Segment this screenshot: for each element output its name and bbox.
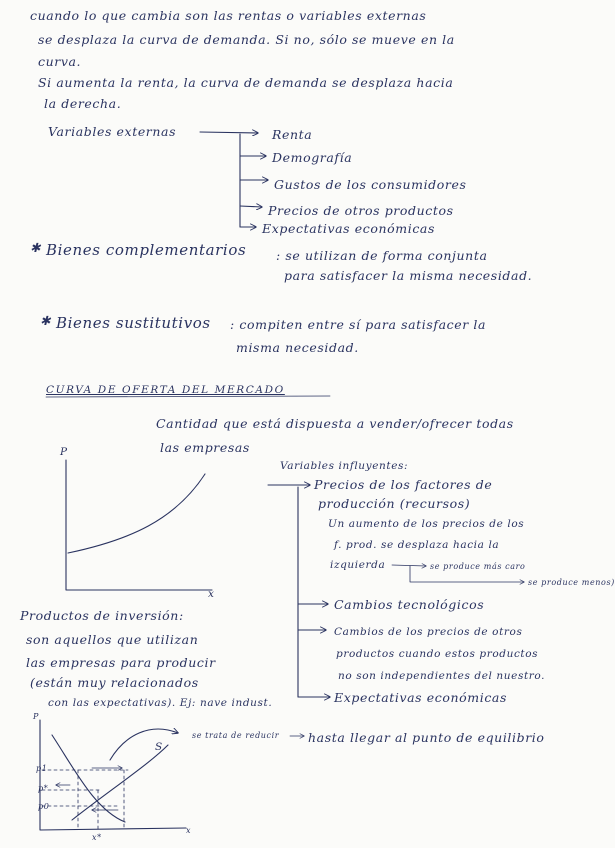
para1-line2: se desplaza la curva de demanda. Si no, sólo se mueve en la <box>38 32 455 47</box>
oferta-def-line2: las empresas <box>160 440 250 455</box>
sustitutivos-term: Bienes sustitutivos <box>56 314 211 332</box>
oferta-heading-underline <box>46 396 330 397</box>
graph2-y-label: P <box>33 712 39 721</box>
graph2-p1-label: p1 <box>36 764 48 773</box>
equilibrium-graph <box>40 720 304 830</box>
graph1-y-label: P <box>60 446 68 458</box>
complementarios-line2: para satisfacer la misma necesidad. <box>284 268 533 283</box>
precios-factores-line2: producción (recursos) <box>318 496 471 511</box>
influyentes-tree <box>268 485 524 697</box>
izquierda-label: izquierda <box>330 559 386 571</box>
sustitutivos-star: ✱ <box>40 313 52 328</box>
graph2-note-big: hasta llegar al punto de equilibrio <box>308 730 545 745</box>
graph2-pstar-label: p* <box>38 784 49 793</box>
cambios-precios-line3: no son independientes del nuestro. <box>338 670 546 682</box>
graph1-x-label: x <box>208 588 215 600</box>
cambios-precios-line2: productos cuando estos productos <box>336 648 539 660</box>
aumento-line1: Un aumento de los precios de los <box>328 518 525 530</box>
graph2-x-label: x <box>186 826 192 835</box>
complementarios-term: Bienes complementarios <box>46 241 247 259</box>
inversion-line4: con las expectativas). Ej: nave indust. <box>48 697 273 709</box>
para2-line2: la derecha. <box>44 96 122 111</box>
graph2-s-label: S <box>155 741 163 753</box>
para1-line3: curva. <box>38 54 82 69</box>
produce-menos: se produce menos) <box>528 578 615 587</box>
external-vars-label: Variables externas <box>48 124 177 139</box>
cambios-tec: Cambios tecnológicos <box>334 597 485 612</box>
external-var-demografia: Demografía <box>272 150 353 165</box>
external-var-expectativas: Expectativas económicas <box>262 221 435 236</box>
para1-line1: cuando lo que cambia son las rentas o variables externas <box>30 8 427 23</box>
precios-factores-line1: Precios de los factores de <box>314 477 493 492</box>
graph2-p0-label: p0 <box>38 802 50 811</box>
oferta-heading: CURVA DE OFERTA DEL MERCADO <box>46 384 285 396</box>
graph2-xstar-label: x* <box>92 833 102 842</box>
complementarios-star: ✱ <box>30 240 42 255</box>
oferta-def-line1: Cantidad que está dispuesta a vender/ofrecer todas <box>156 416 514 431</box>
external-vars-bracket <box>200 132 268 227</box>
external-var-gustos: Gustos de los consumidores <box>274 177 467 192</box>
cambios-precios-line1: Cambios de los precios de otros <box>334 626 523 638</box>
sustitutivos-line1: : compiten entre sí para satisfacer la <box>230 317 487 332</box>
supply-graph-1 <box>66 460 212 590</box>
inversion-line2: las empresas para producir <box>26 655 216 670</box>
external-var-precios: Precios de otros productos <box>268 203 454 218</box>
influyentes-heading: Variables influyentes: <box>280 460 409 472</box>
produce-mas-caro: se produce más caro <box>430 562 526 571</box>
para2-line1: Si aumenta la renta, la curva de demanda se desplaza hacia <box>38 75 454 90</box>
complementarios-line1: : se utilizan de forma conjunta <box>276 248 488 263</box>
aumento-line2: f. prod. se desplaza hacia la <box>334 539 500 551</box>
external-var-renta: Renta <box>272 127 313 142</box>
inversion-line3: (están muy relacionados <box>30 675 199 690</box>
sustitutivos-line2: misma necesidad. <box>236 340 359 355</box>
inversion-line1: son aquellos que utilizan <box>26 632 199 647</box>
expectativas-label: Expectativas económicas <box>334 690 507 705</box>
graph2-note-small: se trata de reducir <box>192 731 280 740</box>
inversion-title: Productos de inversión: <box>20 608 184 623</box>
